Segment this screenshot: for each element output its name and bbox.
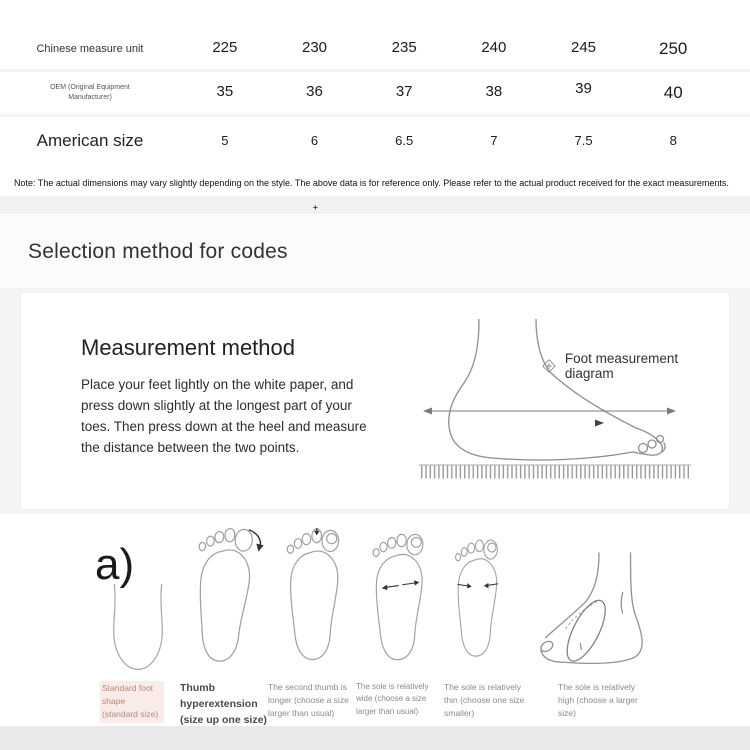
size-value: 6 [310,133,319,148]
list-marker-a: a) [95,540,135,589]
footprint-thumb-hyperextension-illustration [180,523,270,671]
foot-type-label-wide-sole: The sole is relatively wide (choose a size larger than usual) [356,682,429,716]
foot-type-label-standard: Standard foot shape (standard size) [100,681,164,723]
size-value: 37 [395,83,413,100]
foot-type-label-hyperextension: Thumb hyperextension (size up one size) [180,682,267,726]
table-row-chinese-measure [0,29,750,69]
size-value: 5 [221,133,229,148]
size-value: 7.5 [574,133,593,148]
size-value: 6.5 [395,133,414,148]
size-table [0,0,750,196]
row-values [180,39,750,59]
girth-measure-loop [560,595,613,666]
size-value: 35 [216,83,234,100]
diamond-crosshair-icon [541,358,557,374]
footprint-second-thumb-longer-illustration [276,527,355,667]
foot-side-diagram-illustration [417,319,695,485]
arrow-left-head [423,408,432,415]
row-values [180,80,750,103]
measurement-card [20,292,730,510]
foot-measurement-diagram-label [541,351,729,381]
size-value: 39 [575,80,592,97]
size-value: 225 [212,39,238,56]
size-value: 245 [571,39,597,56]
high-instep-side-illustration [536,552,664,674]
stray-plus-mark: + [313,203,318,212]
row-label: American size [36,130,144,150]
foot-measurement-diagram-text: Foot measurement diagram [564,351,679,381]
measurement-method-title: Measurement method [81,335,295,360]
table-row-oem [0,69,750,114]
footprint-wide-sole-illustration [362,531,439,667]
foot-type-label-second-thumb: The second thumb is longer (choose a size larger than usual) [268,682,349,719]
footprint-thin-sole-illustration [446,537,510,663]
size-value: 250 [659,39,688,58]
selection-method-heading: Selection method for codes [28,240,288,263]
row-label: Chinese measure unit [36,43,144,55]
row-values [180,133,750,148]
arrow-right-head [667,408,676,415]
bottom-gray-strip [0,726,750,750]
foot-side-diagram-svg [417,319,695,485]
size-value: 7 [490,133,498,148]
foot-type-label-high-sole: The sole is relatively high (choose a larger size) [558,682,638,719]
table-row-american-size [0,114,750,164]
size-value: 240 [481,39,507,56]
arrow-mid-head [595,420,604,427]
size-value: 8 [669,133,677,148]
section-divider-band [0,196,750,214]
row-label: OEM (Original Equipment Manufacturer) [50,83,130,101]
measurement-method-instructions: Place your feet lightly on the white paper, and press down slightly at the longest part of your toes. Then press down at the heel and measure the distance between the two points. [81,377,367,455]
size-value: 40 [663,83,683,102]
heel-outline-illustration [102,584,174,672]
size-value: 38 [485,83,503,100]
size-value: 230 [301,39,328,56]
size-value: 235 [391,39,417,56]
size-value: 36 [306,83,323,100]
size-table-note: Note: The actual dimensions may vary slightly depending on the style. The above data is for reference only. Please refer to the actual product received for the exact measurements. [14,178,729,188]
foot-type-label-thin-sole: The sole is relatively thin (choose one size smaller) [444,682,525,719]
